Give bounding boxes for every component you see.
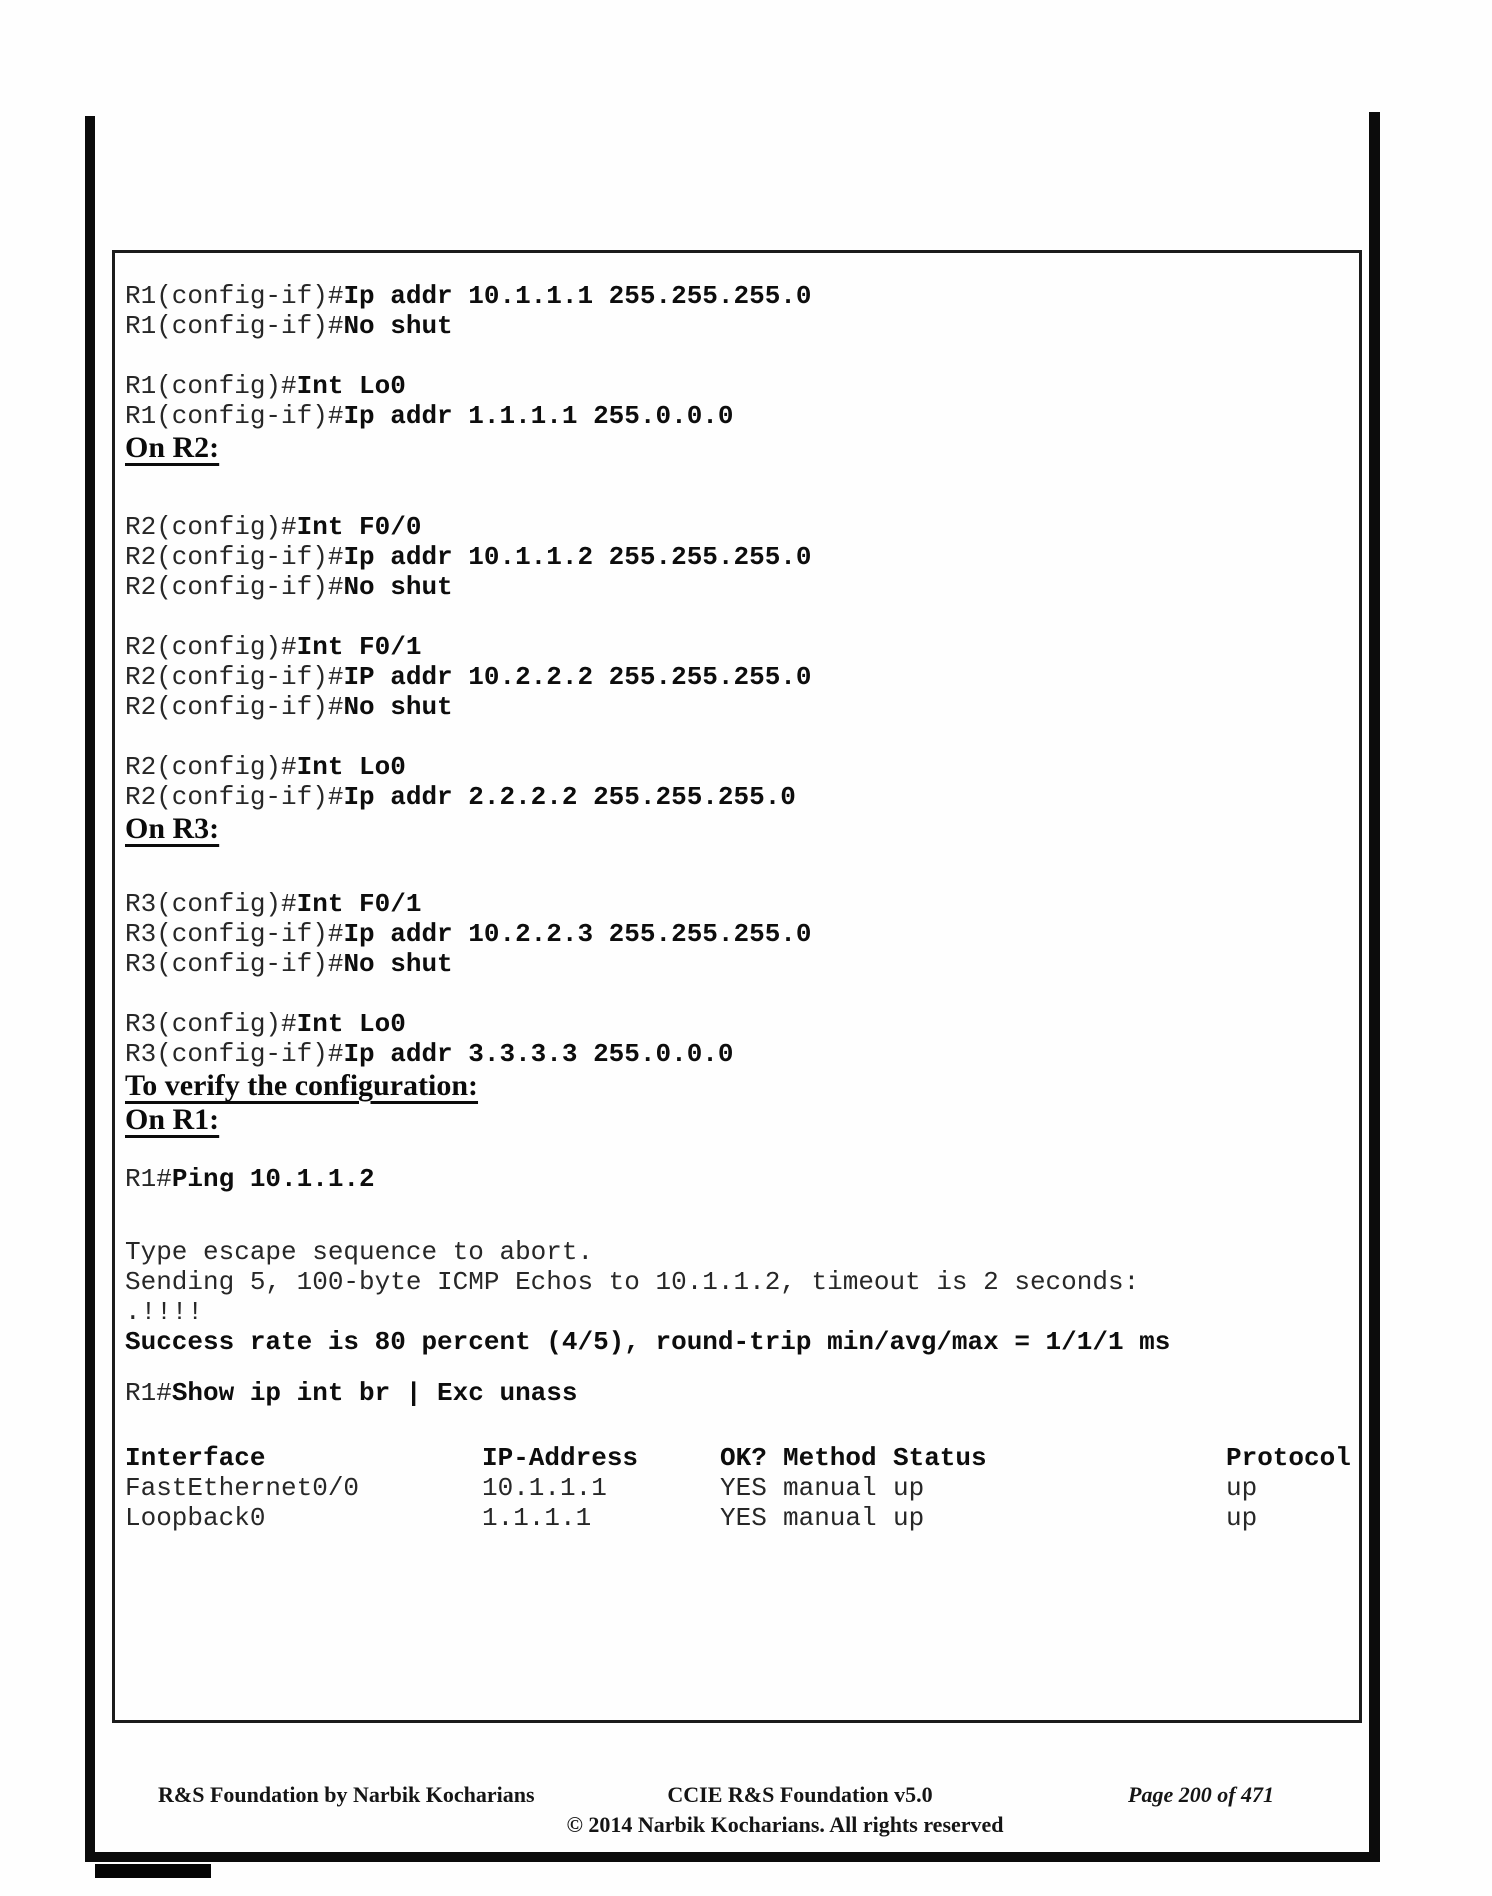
table-cell: up xyxy=(893,1473,925,1503)
table-header-cell: OK? xyxy=(720,1443,767,1473)
cli-command: No shut xyxy=(343,949,453,979)
ping-output-line: .!!!! xyxy=(125,1297,204,1327)
table-header-cell: Method xyxy=(783,1443,877,1473)
cli-command: Int Lo0 xyxy=(296,371,406,401)
cli-prompt: R3(config-if)# xyxy=(125,919,344,949)
interface-brief-table xyxy=(125,1443,1351,1533)
table-cell: YES xyxy=(720,1473,767,1503)
table-cell: FastEthernet0/0 xyxy=(125,1473,360,1503)
cli-group-show xyxy=(125,1378,1351,1408)
cli-line xyxy=(125,889,1351,919)
cli-prompt: R3(config-if)# xyxy=(125,1039,344,1069)
table-row xyxy=(125,1503,1351,1533)
cli-command: No shut xyxy=(343,692,453,722)
cli-prompt: R2(config)# xyxy=(125,632,297,662)
footer-course-title: CCIE R&S Foundation v5.0 xyxy=(667,1782,933,1807)
table-header-row xyxy=(125,1443,1351,1473)
heading-on-r2: On R2: xyxy=(125,431,220,464)
cli-prompt: R2(config-if)# xyxy=(125,662,344,692)
cli-prompt: R1# xyxy=(125,1378,172,1408)
table-header-cell: Status xyxy=(893,1443,987,1473)
cli-line xyxy=(125,752,1351,782)
scan-edge-left-bar xyxy=(85,116,95,1860)
table-cell: manual xyxy=(783,1473,877,1503)
cli-command: No shut xyxy=(343,572,453,602)
cli-prompt: R2(config-if)# xyxy=(125,782,344,812)
ping-output xyxy=(125,1237,1351,1357)
cli-line xyxy=(125,949,1351,979)
cli-line xyxy=(125,371,1351,401)
cli-command: Ping 10.1.1.2 xyxy=(171,1164,375,1194)
table-cell: up xyxy=(1226,1473,1258,1503)
cli-prompt: R1# xyxy=(125,1164,172,1194)
footer-book-title: R&S Foundation by Narbik Kocharians xyxy=(158,1782,535,1807)
ping-success-rate-line: Success rate is 80 percent (4/5), round-trip min/avg/max = 1/1/1 ms xyxy=(125,1327,1171,1357)
cli-line xyxy=(125,662,1351,692)
cli-line xyxy=(125,1378,1351,1408)
table-cell: 10.1.1.1 xyxy=(482,1473,607,1503)
footer-copyright: © 2014 Narbik Kocharians. All rights reserved xyxy=(566,1812,1004,1837)
cli-command: Int Lo0 xyxy=(296,752,406,782)
cli-prompt: R2(config-if)# xyxy=(125,542,344,572)
table-header-cell: IP-Address xyxy=(482,1443,639,1473)
scan-artifact-blot xyxy=(95,1864,211,1878)
cli-command: No shut xyxy=(343,311,453,341)
cli-command: Int F0/0 xyxy=(296,512,422,542)
cli-prompt: R3(config)# xyxy=(125,1009,297,1039)
table-cell: up xyxy=(893,1503,925,1533)
cli-line xyxy=(125,1039,1351,1069)
table-header-cell: Interface xyxy=(125,1443,266,1473)
cli-command: Ip addr 2.2.2.2 255.255.255.0 xyxy=(343,782,796,812)
table-row xyxy=(125,1473,1351,1503)
cli-command: Ip addr 10.1.1.2 255.255.255.0 xyxy=(343,542,812,572)
cli-line xyxy=(125,782,1351,812)
cli-prompt: R2(config-if)# xyxy=(125,692,344,722)
table-cell: YES xyxy=(720,1503,767,1533)
table-header-cell: Protocol xyxy=(1226,1443,1351,1473)
cli-line xyxy=(125,692,1351,722)
cli-line xyxy=(125,1164,1351,1194)
cli-prompt: R3(config)# xyxy=(125,889,297,919)
cli-command: Int Lo0 xyxy=(296,1009,406,1039)
cli-command: Ip addr 10.1.1.1 255.255.255.0 xyxy=(343,281,812,311)
cli-prompt: R2(config)# xyxy=(125,512,297,542)
cli-line xyxy=(125,919,1351,949)
cli-prompt: R1(config-if)# xyxy=(125,401,344,431)
cli-group-ping xyxy=(125,1164,1351,1194)
cli-line xyxy=(125,281,1351,311)
cli-prompt: R1(config)# xyxy=(125,371,297,401)
cli-command: Ip addr 10.2.2.3 255.255.255.0 xyxy=(343,919,812,949)
cli-group-r1 xyxy=(125,281,1351,431)
cli-line xyxy=(125,572,1351,602)
cli-command: IP addr 10.2.2.2 255.255.255.0 xyxy=(343,662,812,692)
table-cell: Loopback0 xyxy=(125,1503,266,1533)
terminal-output-box xyxy=(112,250,1362,1723)
cli-line xyxy=(125,632,1351,662)
cli-prompt: R1(config-if)# xyxy=(125,311,344,341)
cli-command: Ip addr 1.1.1.1 255.0.0.0 xyxy=(343,401,734,431)
scan-edge-right-bar xyxy=(1369,112,1380,1860)
cli-prompt: R2(config-if)# xyxy=(125,572,344,602)
cli-line xyxy=(125,542,1351,572)
table-cell: 1.1.1.1 xyxy=(482,1503,592,1533)
cli-line xyxy=(125,311,1351,341)
cli-prompt: R3(config-if)# xyxy=(125,949,344,979)
ping-output-line: Sending 5, 100-byte ICMP Echos to 10.1.1.2, timeout is 2 seconds: xyxy=(125,1267,1140,1297)
table-cell: up xyxy=(1226,1503,1258,1533)
cli-line xyxy=(125,1009,1351,1039)
scan-edge-bottom-bar xyxy=(85,1852,1380,1862)
cli-command: Int F0/1 xyxy=(296,889,422,919)
cli-command: Int F0/1 xyxy=(296,632,422,662)
cli-prompt: R2(config)# xyxy=(125,752,297,782)
heading-on-r1: On R1: xyxy=(125,1103,220,1136)
cli-line xyxy=(125,512,1351,542)
cli-command: Ip addr 3.3.3.3 255.0.0.0 xyxy=(343,1039,734,1069)
cli-group-r2 xyxy=(125,512,1351,812)
heading-on-r3: On R3: xyxy=(125,812,220,845)
cli-prompt: R1(config-if)# xyxy=(125,281,344,311)
cli-line xyxy=(125,401,1351,431)
cli-group-r3 xyxy=(125,889,1351,1069)
heading-verify-configuration: To verify the configuration: xyxy=(125,1069,479,1102)
cli-command: Show ip int br | Exc unass xyxy=(171,1378,578,1408)
ping-output-line: Type escape sequence to abort. xyxy=(125,1237,594,1267)
table-cell: manual xyxy=(783,1503,877,1533)
footer-page-number: Page 200 of 471 xyxy=(1128,1782,1275,1807)
